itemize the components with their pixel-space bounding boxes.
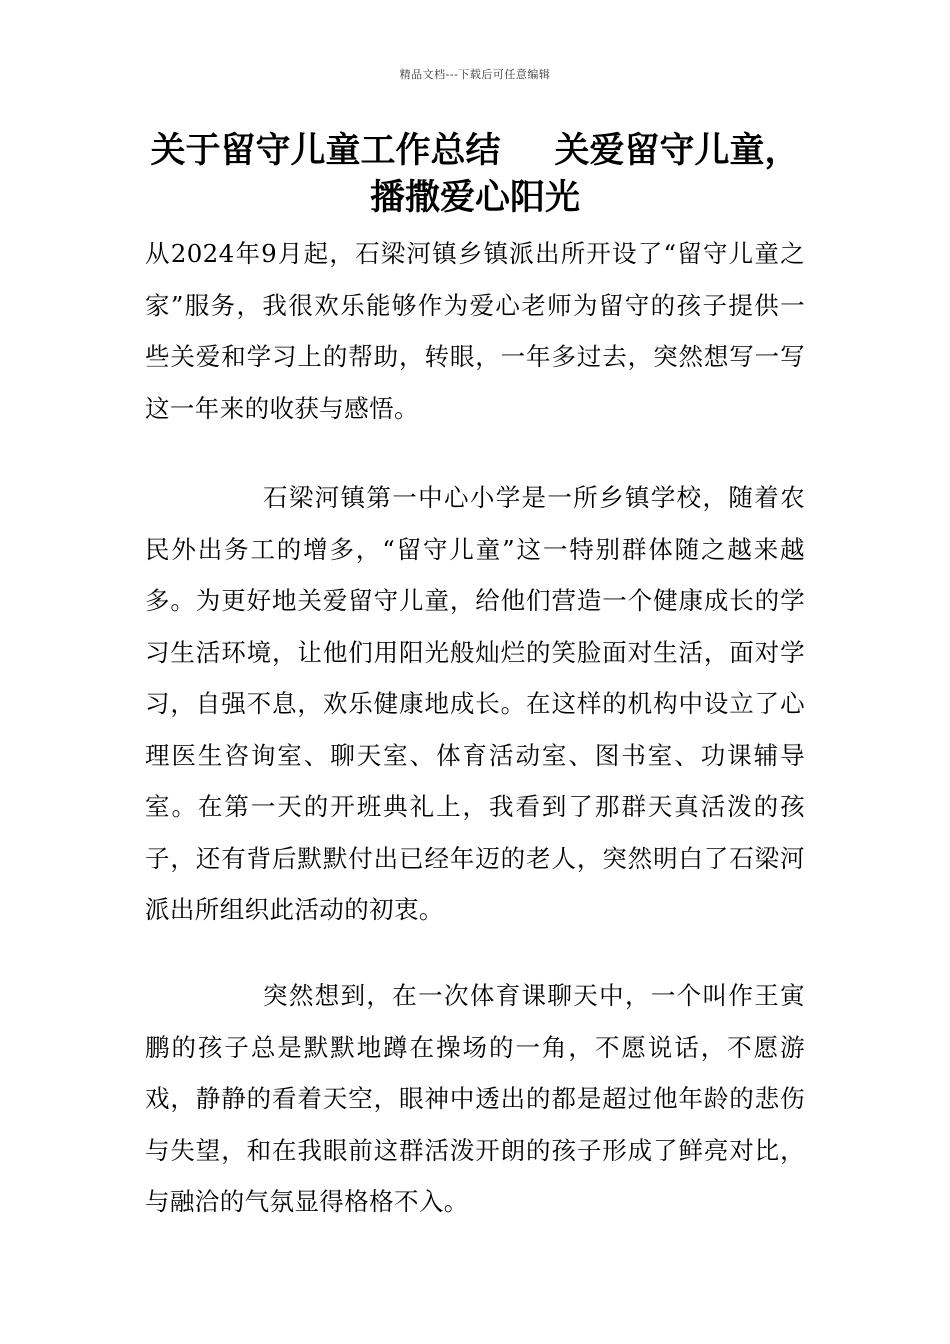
- header-note: 精品文档---下载后可任意编辑: [399, 68, 551, 81]
- paragraph-3: 突然想到，在一次体育课聊天中，一个叫作王寅鹏的孩子总是默默地蹲在操场的一角，不愿说话，不愿游戏，静静的看着天空，眼神中透出的都是超过他年龄的悲伤与失望，和在我眼前这群活泼开朗的孩子形成了鲜亮对比，与融洽的气氛显得格格不入。: [145, 981, 805, 1216]
- title-part-2: 关爱留守儿童，播撒爱心阳光: [369, 131, 800, 218]
- paragraph-2: 石梁河镇第一中心小学是一所乡镇学校，随着农民外出务工的增多，“留守儿童”这一特别群体随之越来越多。为更好地关爱留守儿童，给他们营造一个健康成长的学习生活环境，让他们用阳光般灿烂的笑脸面对生活，面对学习，自强不息，欢乐健康地成长。在这样的机构中设立了心理医生咨询室、聊天室、体育活动室、图书室、功课辅导室。在第一天的开班典礼上，我看到了那群天真活泼的孩子，还有背后默默付出已经年迈的老人，突然明白了石梁河派出所组织此活动的初衷。: [145, 483, 805, 924]
- document-title: [145, 128, 805, 222]
- paragraph-1: 从2024年9月起，石梁河镇乡镇派出所开设了“留守儿童之家”服务，我很欢乐能够作为爱心老师为留守的孩子提供一些关爱和学习上的帮助，转眼，一年多过去，突然想写一写这一年来的收获与感悟。: [145, 239, 805, 423]
- title-part-1: 关于留守儿童工作总结: [150, 131, 501, 171]
